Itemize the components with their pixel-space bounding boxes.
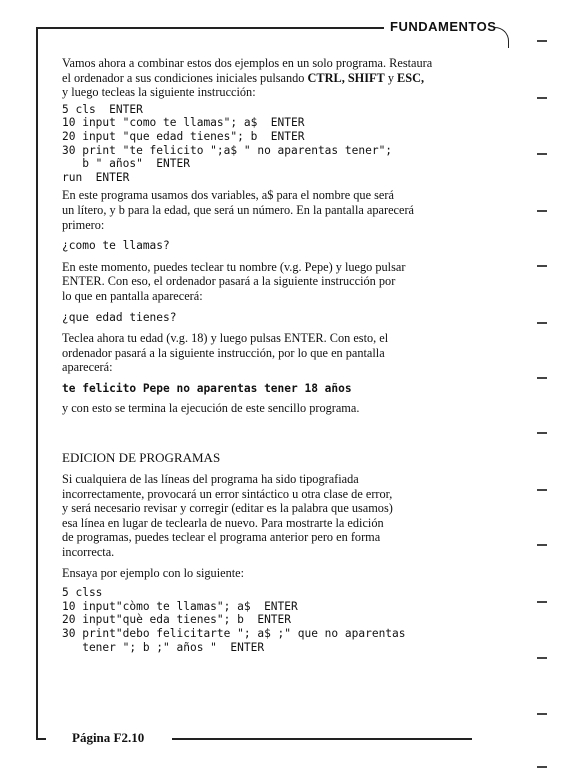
text-line: de programas, puedes teclear el programa anterior pero en forma [62,530,381,545]
frame-bottom-rule-left [36,738,46,740]
margin-tick [537,657,547,659]
code-line: 10 input"còmo te llamas"; a$ ENTER [62,599,298,613]
intro-paragraph [62,56,508,100]
intro-line: Vamos ahora a combinar estos dos ejemplos en un solo programa. Restaura [62,56,433,70]
code-line: 20 input "que edad tienes"; b ENTER [62,129,305,143]
page-content [62,56,508,654]
text-line: Si cualquiera de las líneas del programa ha sido tipografiada [62,472,359,487]
intro-line: y [384,70,398,85]
margin-tick [537,432,547,434]
key-esc: ESC, [397,70,425,85]
text-line: y será necesario revisar y corregir (editar es la palabra que usamos) [62,501,393,516]
code-line: 10 input "como te llamas"; a$ ENTER [62,116,305,130]
intro-line: y luego tecleas la siguiente instrucción: [62,85,256,100]
paragraph-enter-age [62,331,508,375]
section-heading: EDICION DE PROGRAMAS [62,450,221,466]
margin-tick [537,489,547,491]
text-line: primero: [62,217,105,232]
margin-tick [537,40,547,42]
margin-tick [537,766,547,768]
code-line: b " años" ENTER [62,157,190,171]
text-line: ENTER. Con eso, el ordenador pasará a la siguiente instrucción por [62,274,396,289]
code-line: 20 input"què eda tienes"; b ENTER [62,613,292,627]
keys-ctrl-shift: CTRL, SHIFT [307,70,385,85]
frame-left-rule [36,27,38,739]
code-line: 5 clss [62,586,103,600]
paragraph-editing [62,472,508,560]
screen-output-2: ¿que edad tienes? [62,310,177,324]
text-line: En este momento, puedes teclear tu nombre (v.g. Pepe) y luego pulsar [62,259,406,274]
intro-line: el ordenador a sus condiciones iniciales pulsando [62,70,308,85]
margin-tick [537,322,547,324]
code-line: 30 print "te felicito ";a$ " no aparentas tener"; [62,143,393,157]
text-line: lo que en pantalla aparecerá: [62,288,203,303]
text-line: Teclea ahora tu edad (v.g. 18) y luego pulsas ENTER. Con esto, el [62,331,389,346]
code-line: 30 print"debo felicitarte "; a$ ;" que no aparentas [62,627,406,640]
page-number: Página F2.10 [72,730,145,745]
paragraph-variables [62,188,508,232]
frame-bottom-rule-right [172,738,472,740]
code-line: 5 cls ENTER [62,102,143,116]
text-line: incorrectamente, provocará un error sintáctico u otra clase de error, [62,486,393,501]
code-line: tener "; b ;" años " ENTER [62,640,265,654]
frame-top-rule [36,27,384,29]
margin-tick [537,153,547,155]
screen-output-1: ¿como te llamas? [62,239,170,253]
text-line: En este programa usamos dos variables, a$ para el nombre que será [62,188,394,203]
text-line: ordenador pasará a la siguiente instrucción, por lo que en pantalla [62,345,385,360]
text-line: esa línea en lugar de teclearla de nuevo. Para mostrarte la edición [62,515,384,530]
margin-tick [537,265,547,267]
screen-output-3: te felicito Pepe no aparentas tener 18 años [62,381,352,395]
margin-tick [537,210,547,212]
code-block-2 [62,586,508,654]
margin-tick [537,97,547,99]
margin-tick [537,544,547,546]
margin-tick [537,601,547,603]
paragraph-enter-name [62,260,508,304]
text-line: incorrecta. [62,545,115,560]
margin-tick [537,377,547,379]
paragraph-try: Ensaya por ejemplo con lo siguiente: [62,565,245,580]
text-line: un lítero, y b para la edad, que será un número. En la pantalla aparecerá [62,202,415,217]
margin-tick [537,713,547,715]
text-line: aparecerá: [62,360,113,375]
code-block-1 [62,103,508,185]
paragraph-end: y con esto se termina la ejecución de este sencillo programa. [62,401,360,416]
section-header-title: FUNDAMENTOS [390,19,497,34]
code-line: run ENTER [62,170,130,184]
